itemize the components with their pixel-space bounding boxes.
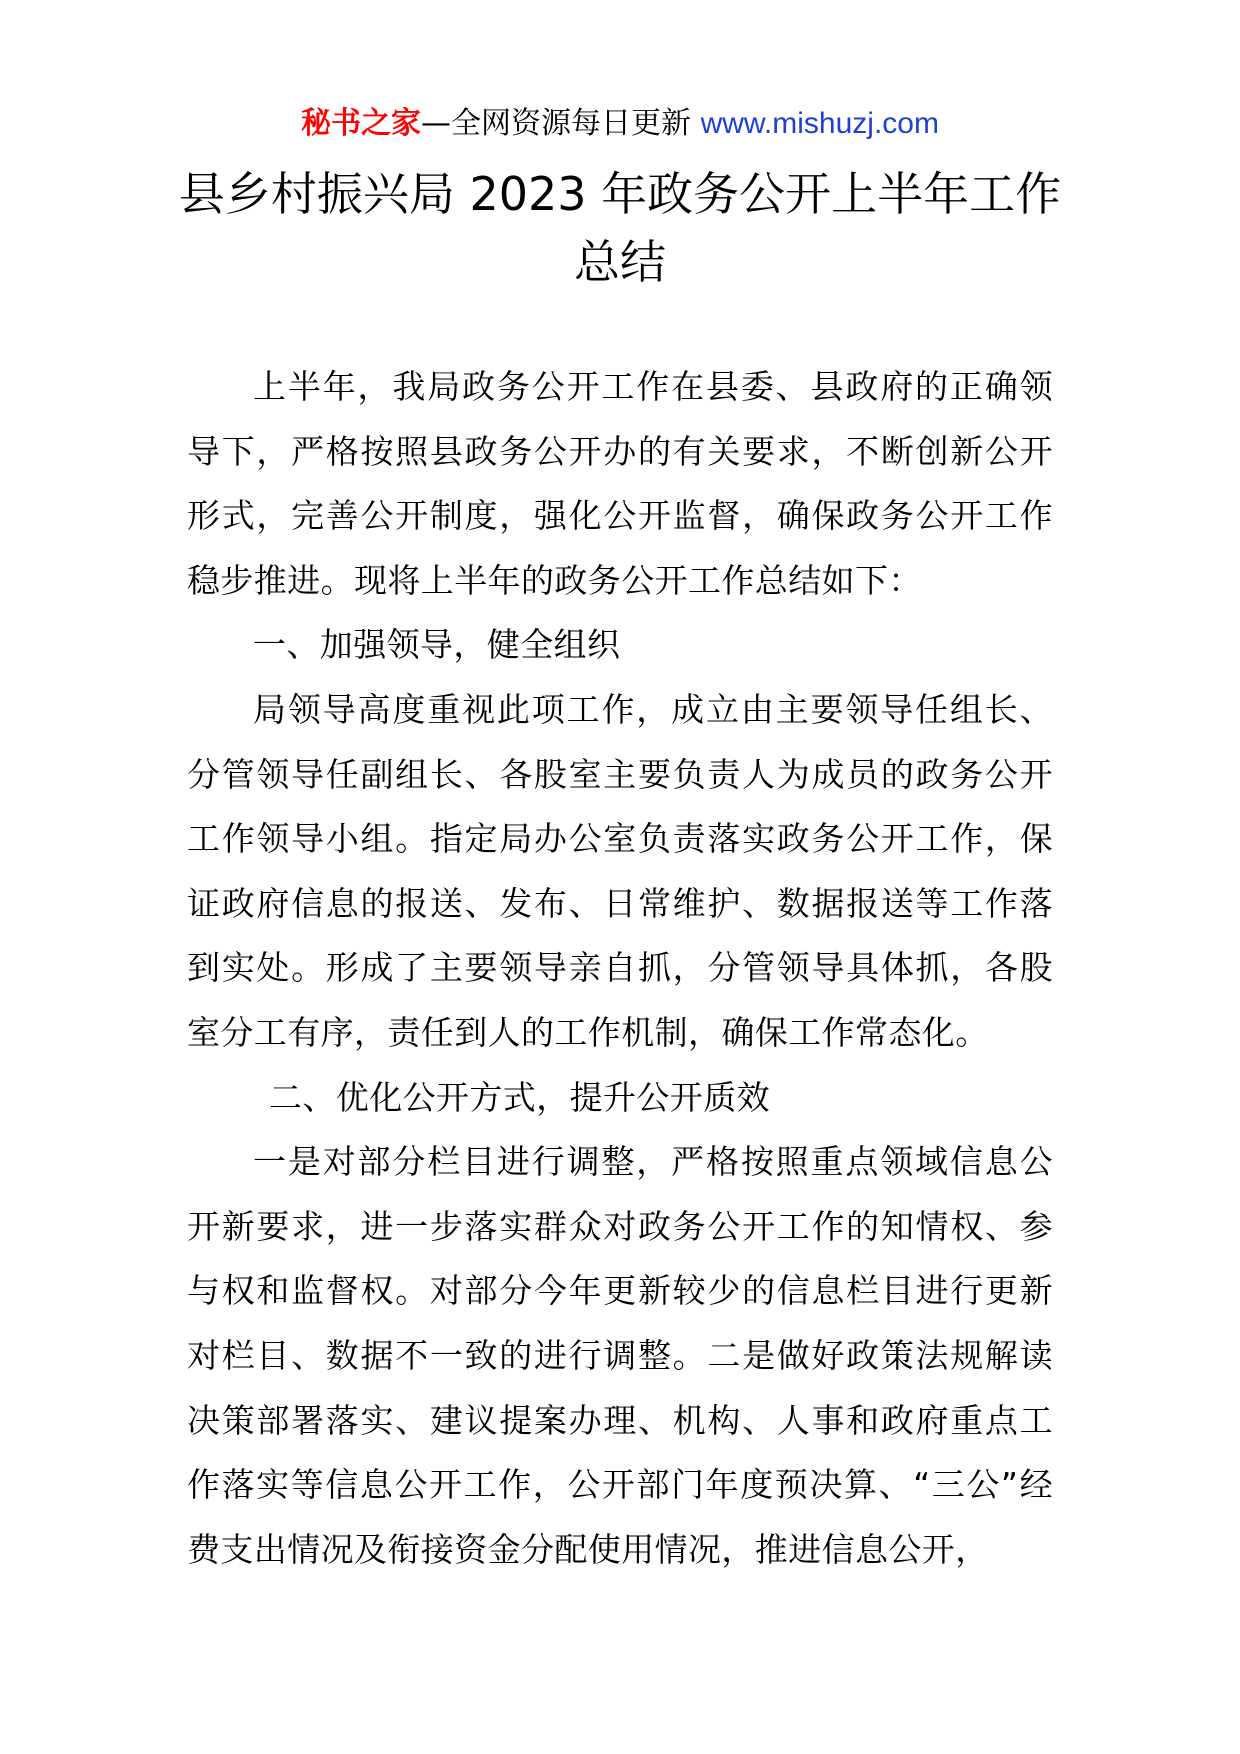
intro-paragraph: 上半年，我局政务公开工作在县委、县政府的正确领导下，严格按照县政务公开办的有关要求，不断创新公开形式，完善公开制度，强化公开监督，确保政务公开工作稳步推进。现将上半年的政务公开工作总结如下： xyxy=(187,367,1053,600)
site-tagline: —全网资源每日更新 xyxy=(421,106,692,141)
site-url-link[interactable]: www.mishuzj.com xyxy=(700,107,939,140)
document-title-line-1: 县乡村振兴局 2023 年政务公开上半年工作 xyxy=(178,167,1062,221)
document-body xyxy=(187,355,1053,1582)
site-brand: 秘书之家 xyxy=(301,106,422,141)
section-heading-2: 二、优化公开方式，提升公开质效 xyxy=(269,1077,770,1117)
section-2-paragraph: 一是对部分栏目进行调整，严格按照重点领域信息公开新要求，进一步落实群众对政务公开工作的知情权、参与权和监督权。对部分今年更新较少的信息栏目进行更新对栏目、数据不一致的进行调整。二是做好政策法规解读决策部署落实、建议提案办理、机构、人事和政府重点工作落实等信息公开工作，公开部门年度预决算、“三公”经费支出情况及衔接资金分配使用情况，推进信息公开， xyxy=(187,1142,1053,1569)
site-header xyxy=(0,100,1240,148)
document-title xyxy=(140,160,1100,296)
section-heading-1: 一、加强领导，健全组织 xyxy=(253,625,621,665)
section-1-paragraph: 局领导高度重视此项工作，成立由主要领导任组长、分管领导任副组长、各股室主要负责人为成员的政务公开工作领导小组。指定局办公室负责落实政务公开工作，保证政府信息的报送、发布、日常维护、数据报送等工作落到实处。形成了主要领导亲自抓，分管领导具体抓，各股室分工有序，责任到人的工作机制，确保工作常态化。 xyxy=(187,689,1053,1052)
document-title-line-2: 总结 xyxy=(574,235,666,289)
